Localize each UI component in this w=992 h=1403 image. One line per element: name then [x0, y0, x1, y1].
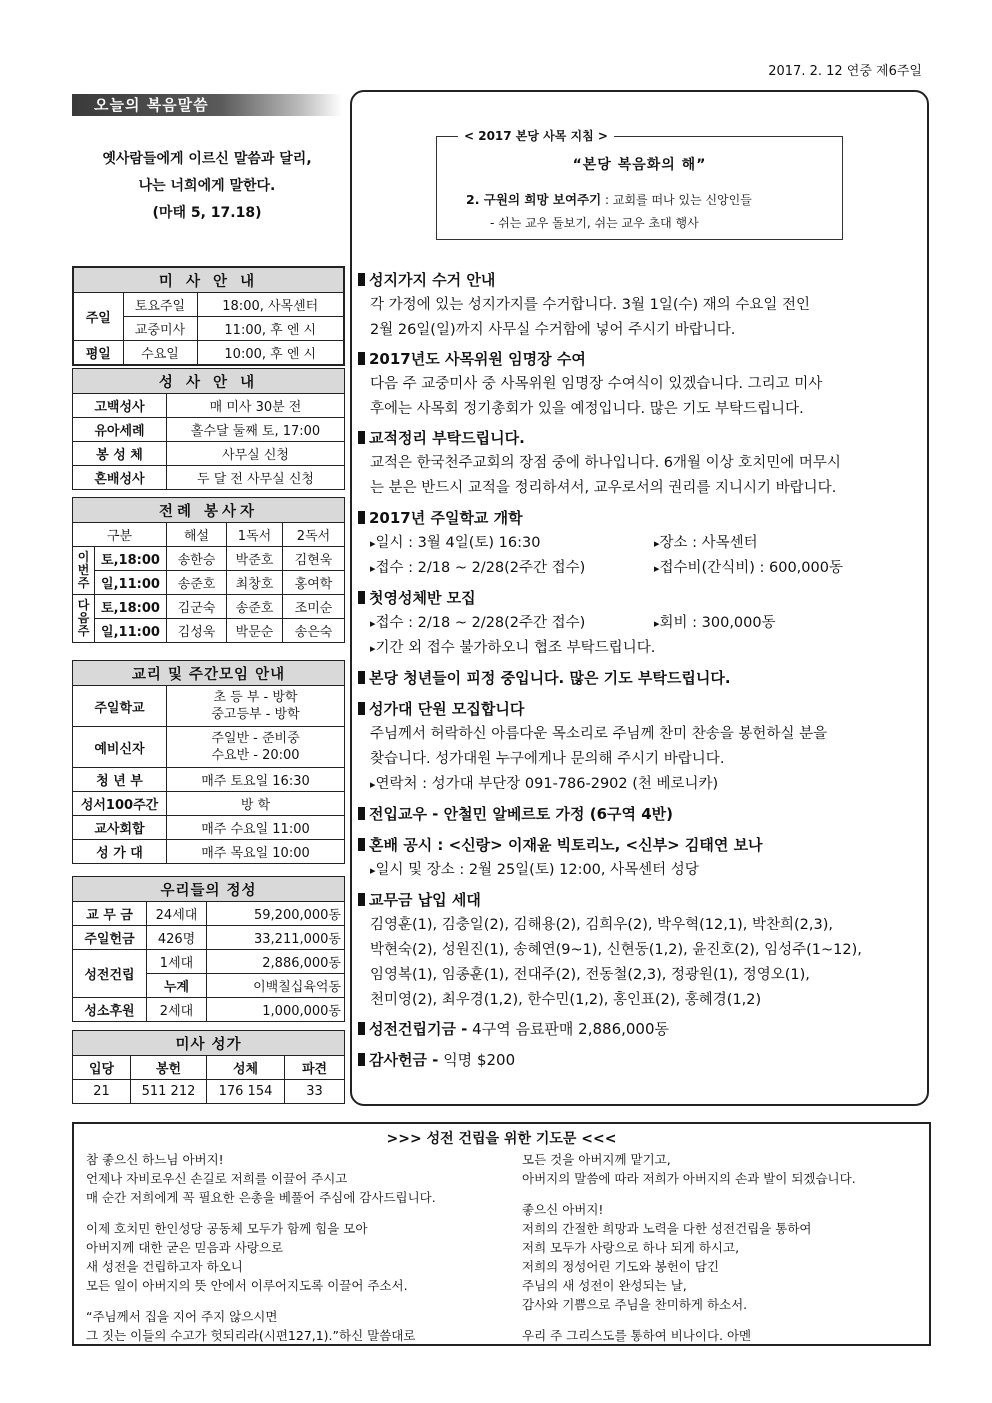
- prayer-left-column: [86, 1150, 436, 1345]
- this-week-label: 이번주: [73, 547, 95, 595]
- servers-section-title: 전례 봉사자: [73, 498, 345, 523]
- sacrament-detail: 사무실 신청: [167, 442, 345, 466]
- offering-table: [72, 876, 345, 1022]
- servers-header: 2독서: [283, 523, 345, 547]
- notice-bullet: ▸ 기간 외 접수 불가하오니 협조 부탁드립니다.: [358, 636, 926, 661]
- notice-dues-households: [358, 888, 926, 1013]
- prayer-line: 저희의 정성어린 기도와 봉헌이 담긴: [522, 1259, 720, 1274]
- server-name: 김현욱: [283, 547, 345, 571]
- notice-line: 교적은 한국천주교회의 장점 중에 하나입니다. 6개월 이상 호치민에 머무시: [370, 455, 841, 471]
- gospel-banner-label: 오늘의 복음말씀: [94, 96, 209, 114]
- notice-line: 후에는 사목회 정기총회가 있을 예정입니다. 많은 기도 부탁드립니다.: [370, 401, 804, 417]
- hymn-header: 입당: [73, 1056, 131, 1080]
- prayer-line: “주님께서 집을 지어 주지 않으시면: [86, 1309, 278, 1324]
- gathering-detail: 매주 목요일 10:00: [167, 840, 345, 864]
- prayer-line: 좋으신 아버지!: [522, 1202, 604, 1217]
- notice-line: 김영훈(1), 김충일(2), 김해용(2), 김희우(2), 박우혁(12,1), 박찬희(2,3),: [370, 917, 833, 933]
- prayer-line: 언제나 자비로우신 손길로 저희를 이끌어 주시고: [86, 1171, 348, 1186]
- gospel-reference: (마태 5, 17.18): [152, 205, 262, 221]
- offering-amount: 1,000,000동: [207, 998, 345, 1022]
- server-name: 최창호: [227, 571, 283, 595]
- notice-title-rest: 4구역 음료판매 2,886,000동: [467, 1020, 670, 1038]
- prayer-line: 참 좋으신 하느님 아버지!: [86, 1152, 224, 1167]
- mass-slot: 토,18:00: [95, 595, 167, 619]
- gathering-detail: [167, 727, 345, 768]
- offering-name: 교 무 금: [73, 902, 147, 926]
- prayer-right-column: [522, 1150, 856, 1345]
- notice-title-rest: 익명 $200: [438, 1051, 516, 1069]
- hymn-number: 176 154: [207, 1080, 285, 1104]
- prayer-gap: [86, 1295, 436, 1307]
- prayer-gap: [522, 1314, 856, 1326]
- offering-name: 성전건립: [73, 950, 147, 998]
- mass-time: 18:00, 사목센터: [197, 293, 344, 317]
- notice-title: 첫영성체반 모집: [358, 586, 926, 611]
- prayer-line: 아버지께 대한 굳은 믿음과 사랑으로: [86, 1240, 284, 1255]
- gathering-name: 교사회합: [73, 816, 167, 840]
- next-week-label: 다음주: [73, 595, 95, 643]
- prayer-line: 주님의 새 성전이 완성되는 날,: [522, 1278, 687, 1293]
- offering-count: 426명: [147, 926, 207, 950]
- server-name: 송준호: [227, 595, 283, 619]
- notice-title: [358, 1048, 926, 1073]
- notice-bullet-row: [358, 611, 926, 636]
- hymn-number: 511 212: [131, 1080, 207, 1104]
- sacrament-name: 혼배성사: [73, 466, 167, 490]
- servers-header: 1독서: [227, 523, 283, 547]
- offering-name: 성소후원: [73, 998, 147, 1022]
- pastoral-guide-headline: “본당 복음화의 해”: [572, 157, 707, 173]
- bulletin-date: 2017. 2. 12 연중 제6주일: [768, 64, 922, 79]
- notice-line: 주님께서 허락하신 아름다운 목소리로 주님께 찬미 찬송을 봉헌하실 분을: [370, 726, 828, 742]
- notice-title: 2017년도 사목위원 임명장 수여: [358, 347, 926, 372]
- notice-bullet: ▸ 일시 : 3월 4일(토) 16:30: [370, 531, 654, 556]
- notice-bullet: ▸ 장소 : 사목센터: [654, 531, 758, 556]
- mass-slot: 토,18:00: [95, 547, 167, 571]
- sacrament-name: 고백성사: [73, 394, 167, 418]
- pastoral-guide-item: [466, 190, 752, 208]
- sacrament-name: 봉 성 체: [73, 442, 167, 466]
- offering-amount: 이백칠십육억동: [207, 974, 345, 998]
- notice-committee-appointment: [358, 347, 926, 422]
- notice-line: 박현숙(2), 성원진(1), 송혜연(9~1), 신현동(1,2), 윤진호(2), 임성주(1~12),: [370, 942, 862, 958]
- prayer-line: 모든 일이 아버지의 뜻 안에서 이루어지도록 이끌어 주소서.: [86, 1278, 408, 1293]
- notice-title: 2017년 주일학교 개학: [358, 506, 926, 531]
- gatherings-section-title: 교리 및 주간모임 안내: [73, 661, 345, 686]
- hymns-table: [72, 1030, 345, 1104]
- offering-amount: 33,211,000동: [207, 926, 345, 950]
- notice-registry: [358, 426, 926, 501]
- prayer-line: 그 짓는 이들의 수고가 헛되리라(시편127,1).”하신 말씀대로: [86, 1328, 416, 1343]
- gatherings-table: [72, 660, 345, 864]
- notice-bullet: ▸ 회비 : 300,000동: [654, 611, 776, 636]
- notice-sunday-school: [358, 506, 926, 581]
- offering-count: 누계: [147, 974, 207, 998]
- notice-title: 혼배 공시 : <신랑> 이재윤 빅토리노, <신부> 김태연 보나: [358, 833, 926, 858]
- server-name: 홍여학: [283, 571, 345, 595]
- gathering-detail: 방 학: [167, 792, 345, 816]
- gospel-line: 옛사람들에게 이르신 말씀과 달리,: [102, 151, 312, 167]
- gospel-line: 나는 너희에게 말한다.: [138, 178, 276, 194]
- notice-bullet-row: [358, 556, 926, 581]
- info-table: [72, 266, 345, 366]
- sacrament-table: [72, 368, 345, 490]
- notice-new-parishioner: [358, 802, 926, 827]
- sacrament-section-title: 성 사 안 내: [73, 369, 345, 394]
- servers-header: 구분: [73, 523, 167, 547]
- prayer-line: 감사와 기쁨으로 주님을 찬미하게 하소서.: [522, 1297, 748, 1312]
- server-name: 송한승: [167, 547, 227, 571]
- prayer-line: 아버지의 말씀에 따라 저희가 아버지의 손과 발이 되겠습니다.: [522, 1171, 856, 1186]
- mass-time: 10:00, 후 엔 시: [197, 341, 344, 366]
- gathering-detail-line: 중고등부 - 방학: [211, 707, 300, 722]
- server-name: 박준호: [227, 547, 283, 571]
- server-name: 박문순: [227, 619, 283, 643]
- liturgy-servers-table: [72, 497, 345, 643]
- prayer-title: >>> 성전 건립을 위한 기도문 <<<: [386, 1131, 617, 1147]
- mass-type: 토요주일: [123, 293, 197, 317]
- prayer-line: 우리 주 그리스도를 통하여 비나이다. 아멘: [522, 1328, 752, 1343]
- notice-first-communion: [358, 586, 926, 661]
- notice-building-fund: [358, 1017, 926, 1042]
- prayer-line: 모든 것을 아버지께 맡기고,: [522, 1152, 671, 1167]
- notice-line: 는 분은 반드시 교적을 정리하셔서, 교우로서의 권리를 지니시기 바랍니다.: [370, 480, 837, 496]
- notice-title: 교무금 납입 세대: [358, 888, 926, 913]
- mass-section-title: 미 사 안 내: [73, 267, 344, 293]
- sacrament-detail: 홀수달 둘째 토, 17:00: [167, 418, 345, 442]
- hymn-header: 파견: [285, 1056, 345, 1080]
- gathering-detail: 매주 토요일 16:30: [167, 768, 345, 792]
- offering-count: 1세대: [147, 950, 207, 974]
- offering-section-title: 우리들의 정성: [73, 877, 345, 902]
- hymn-number: 21: [73, 1080, 131, 1104]
- mass-type: 교중미사: [123, 317, 197, 341]
- notice-bullet-row: [358, 531, 926, 556]
- mass-type: 수요일: [123, 341, 197, 366]
- offering-amount: 2,886,000동: [207, 950, 345, 974]
- server-name: 송은숙: [283, 619, 345, 643]
- notice-title-text: 성전건립기금 -: [369, 1020, 468, 1038]
- offering-count: 24세대: [147, 902, 207, 926]
- prayer-line: 저희의 간절한 희망과 노력을 다한 성전건립을 통하여: [522, 1221, 812, 1236]
- pastoral-guide-title: < 2017 본당 사목 지침 >: [458, 127, 614, 144]
- prayer-gap: [86, 1207, 436, 1219]
- notice-title: 전입교우 - 안철민 알베르토 가정 (6구역 4반): [358, 802, 926, 827]
- notice-line: 2월 26일(일)까지 사무실 수거함에 넣어 주시기 바랍니다.: [370, 322, 736, 338]
- mass-slot: 일,11:00: [95, 619, 167, 643]
- server-name: 조미순: [283, 595, 345, 619]
- gathering-name: 예비신자: [73, 727, 167, 768]
- prayer-line: 새 성전을 건립하고자 하오니: [86, 1259, 243, 1274]
- prayer-line: 이제 호치민 한인성당 공동체 모두가 함께 힘을 모아: [86, 1221, 368, 1236]
- notice-line: 찾습니다. 성가대원 누구에게나 문의해 주시기 바랍니다.: [370, 751, 725, 767]
- prayer-line: 저희 모두가 사랑으로 하나 되게 하시고,: [522, 1240, 740, 1255]
- notice-youth-retreat: [358, 666, 926, 691]
- hymn-header: 성체: [207, 1056, 285, 1080]
- gathering-detail-line: 수요반 - 20:00: [211, 748, 300, 763]
- notice-bullet: ▸ 연락처 : 성가대 부단장 091-786-2902 (천 베로니카): [358, 772, 926, 797]
- notice-title: 성지가지 수거 안내: [358, 268, 926, 293]
- hymns-section-title: 미사 성가: [73, 1031, 345, 1056]
- servers-header: 해설: [167, 523, 227, 547]
- notice-title: 성가대 단원 모집합니다: [358, 697, 926, 722]
- sacrament-detail: 매 미사 30분 전: [167, 394, 345, 418]
- prayer-line: 매 순간 저희에게 꼭 필요한 은총을 베풀어 주심에 감사드립니다.: [86, 1190, 436, 1205]
- notice-line: 임영복(1), 임종훈(1), 전대주(2), 전동철(2,3), 정광원(1), 정영오(1),: [370, 967, 810, 983]
- prayer-gap: [522, 1188, 856, 1200]
- sacrament-name: 유아세례: [73, 418, 167, 442]
- gospel-text: [72, 146, 342, 227]
- mass-sunday-label: 주일: [73, 293, 123, 341]
- gathering-name: 성서100주간: [73, 792, 167, 816]
- notice-line: 각 가정에 있는 성지가지를 수거합니다. 3월 1일(수) 재의 수요일 전인: [370, 297, 811, 313]
- notice-marriage-banns: [358, 833, 926, 883]
- gathering-detail-line: 초 등 부 - 방학: [213, 690, 298, 705]
- gathering-detail: [167, 686, 345, 727]
- notice-title: 본당 청년들이 피정 중입니다. 많은 기도 부탁드립니다.: [358, 666, 926, 691]
- sacrament-detail: 두 달 전 사무실 신청: [167, 466, 345, 490]
- mass-slot: 일,11:00: [95, 571, 167, 595]
- notice-bullet: ▸ 접수 : 2/18 ~ 2/28(2주간 접수): [370, 611, 654, 636]
- hymn-header: 봉헌: [131, 1056, 207, 1080]
- server-name: 김군숙: [167, 595, 227, 619]
- gospel-banner: [72, 94, 342, 116]
- notice-palm-collection: [358, 268, 926, 343]
- offering-count: 2세대: [147, 998, 207, 1022]
- server-name: 김성욱: [167, 619, 227, 643]
- mass-time: 11:00, 후 엔 시: [197, 317, 344, 341]
- gathering-detail: 매주 수요일 11:00: [167, 816, 345, 840]
- notice-title: 교적정리 부탁드립니다.: [358, 426, 926, 451]
- pastoral-guide-subitem: - 쉬는 교우 돌보기, 쉬는 교우 초대 행사: [490, 216, 699, 230]
- notice-bullet: ▸ 접수 : 2/18 ~ 2/28(2주간 접수): [370, 556, 654, 581]
- offering-name: 주일헌금: [73, 926, 147, 950]
- hymn-number: 33: [285, 1080, 345, 1104]
- server-name: 송준호: [167, 571, 227, 595]
- notice-line: 다음 주 교중미사 중 사목위원 임명장 수여식이 있겠습니다. 그리고 미사: [370, 376, 823, 392]
- mass-weekday-label: 평일: [73, 341, 123, 366]
- gathering-name: 주일학교: [73, 686, 167, 727]
- offering-amount: 59,200,000동: [207, 902, 345, 926]
- notice-title-text: 감사헌금 -: [369, 1051, 439, 1069]
- pastoral-guide-item-title: 2. 구원의 희망 보여주기: [466, 192, 602, 207]
- pastoral-guide-item-text: : 교회를 떠나 있는 신앙인들: [601, 193, 752, 207]
- notice-bullet: ▸ 접수비(간식비) : 600,000동: [654, 556, 843, 581]
- gathering-detail-line: 주일반 - 준비중: [211, 731, 300, 746]
- notice-choir: [358, 697, 926, 797]
- gathering-name: 청 년 부: [73, 768, 167, 792]
- notice-thanks-offering: [358, 1048, 926, 1073]
- notice-title: [358, 1017, 926, 1042]
- notice-bullet: ▸ 일시 및 장소 : 2월 25일(토) 12:00, 사목센터 성당: [358, 858, 926, 883]
- gathering-name: 성 가 대: [73, 840, 167, 864]
- notice-line: 천미영(2), 최우경(1,2), 한수민(1,2), 홍인표(2), 홍혜경(1,2): [370, 992, 762, 1008]
